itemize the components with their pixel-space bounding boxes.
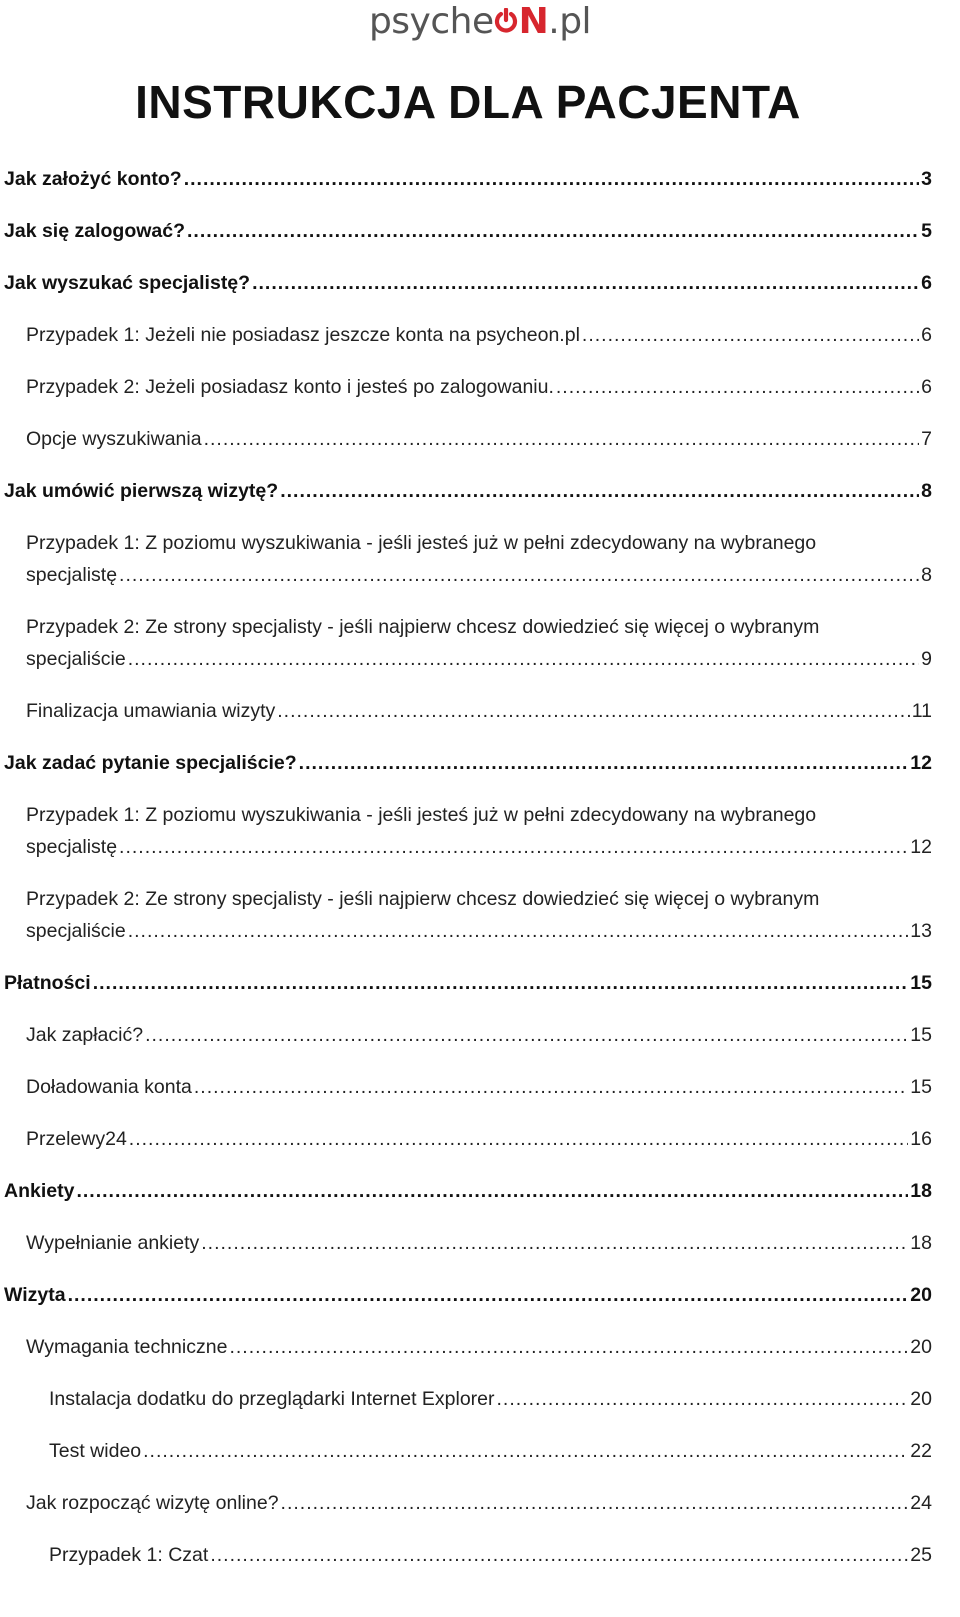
toc-entry-label: Przypadek 1: Czat	[49, 1544, 209, 1566]
toc-entry-label-line1: Przypadek 2: Ze strony specjalisty - jeśli najpierw chcesz dowiedzieć się więcej o wybranym	[26, 888, 820, 910]
toc-entry-page-number: 8	[921, 480, 932, 502]
toc-entry-page-number: 6	[921, 272, 932, 294]
toc-entry[interactable]	[26, 883, 932, 947]
toc-entry[interactable]	[26, 611, 932, 675]
toc-entry-label: Jak się zalogować?	[4, 220, 185, 242]
toc-dot-leader	[187, 215, 919, 247]
toc-entry[interactable]	[4, 163, 932, 195]
toc-entry-page-number: 22	[910, 1440, 932, 1462]
toc-entry-label-line1: Przypadek 1: Z poziomu wyszukiwania - jeśli jesteś już w pełni zdecydowany na wybranego	[26, 804, 817, 826]
toc-entry-label: Wizyta	[4, 1284, 66, 1306]
toc-entry-label: Ankiety	[4, 1180, 75, 1202]
toc-entry-label: Doładowania konta	[26, 1076, 192, 1098]
toc-entry[interactable]	[4, 747, 932, 779]
toc-entry-label: Wymagania techniczne	[26, 1336, 228, 1358]
toc-entry-page-number: 20	[910, 1336, 932, 1358]
toc-entry[interactable]	[26, 799, 932, 863]
toc-entry-page-number: 7	[921, 428, 932, 450]
toc-entry-page-number: 18	[910, 1232, 932, 1254]
toc-entry[interactable]	[49, 1435, 932, 1467]
toc-entry-label: Jak założyć konto?	[4, 168, 182, 190]
toc-entry-page-number: 18	[910, 1180, 932, 1202]
toc-entry[interactable]	[26, 527, 932, 591]
toc-entry-label: Jak umówić pierwszą wizytę?	[4, 480, 279, 502]
toc-entry-label: Jak zapłacić?	[26, 1024, 144, 1046]
toc-dot-leader	[497, 1383, 909, 1415]
toc-entry[interactable]	[4, 215, 932, 247]
toc-dot-leader	[143, 1435, 908, 1467]
toc-entry[interactable]	[26, 695, 932, 727]
toc-entry-label: Jak rozpocząć wizytę online?	[26, 1492, 279, 1514]
toc-dot-leader	[145, 1019, 908, 1051]
logo-text-on	[494, 1, 549, 42]
toc-dot-leader	[68, 1279, 909, 1311]
logo-text-pl: .pl	[548, 1, 592, 42]
toc-dot-leader	[299, 747, 909, 779]
toc-entry[interactable]	[26, 1019, 932, 1051]
power-icon	[494, 1, 518, 27]
toc-entry-page-number: 13	[910, 920, 932, 942]
toc-entry[interactable]	[26, 371, 932, 403]
toc-dot-leader	[119, 831, 908, 863]
toc-entry[interactable]	[4, 1175, 932, 1207]
toc-dot-leader	[277, 695, 909, 727]
toc-entry[interactable]	[26, 319, 932, 351]
toc-entry-label: Przypadek 1: Jeżeli nie posiadasz jeszcze konta na psycheon.pl	[26, 324, 580, 346]
toc-entry-label: Jak zadać pytanie specjaliście?	[4, 752, 297, 774]
toc-dot-leader	[119, 559, 919, 591]
toc-dot-leader	[76, 1175, 908, 1207]
toc-entry[interactable]	[4, 475, 932, 507]
toc-entry[interactable]	[4, 1279, 932, 1311]
toc-dot-leader	[128, 915, 909, 947]
toc-entry-page-number: 15	[910, 1076, 932, 1098]
toc-entry-label: Wypełnianie ankiety	[26, 1232, 200, 1254]
toc-dot-leader	[556, 371, 919, 403]
toc-entry-label-line1: Przypadek 1: Z poziomu wyszukiwania - jeśli jesteś już w pełni zdecydowany na wybranego	[26, 532, 817, 554]
toc-entry-page-number: 25	[910, 1544, 932, 1566]
toc-entry-page-number: 11	[911, 700, 932, 722]
toc-entry-label: Instalacja dodatku do przeglądarki Internet Explorer	[49, 1388, 495, 1410]
toc-entry-page-number: 9	[921, 648, 932, 670]
toc-entry[interactable]	[26, 1331, 932, 1363]
toc-entry-page-number: 15	[910, 1024, 932, 1046]
toc-dot-leader	[204, 423, 920, 455]
toc-entry-page-number: 3	[921, 168, 932, 190]
toc-entry-page-number: 16	[910, 1128, 932, 1150]
toc-entry[interactable]	[26, 1227, 932, 1259]
toc-dot-leader	[128, 643, 919, 675]
toc-entry[interactable]	[49, 1539, 932, 1571]
toc-entry[interactable]	[26, 1071, 932, 1103]
logo-text-n: N	[518, 1, 549, 42]
toc-entry-page-number: 12	[910, 752, 932, 774]
toc-dot-leader	[93, 967, 909, 999]
toc-entry[interactable]	[4, 967, 932, 999]
toc-entry-page-number: 12	[910, 836, 932, 858]
toc-dot-leader	[210, 1539, 908, 1571]
toc-entry[interactable]	[26, 1487, 932, 1519]
toc-entry-page-number: 24	[910, 1492, 932, 1514]
toc-entry-label: Finalizacja umawiania wizyty	[26, 700, 276, 722]
toc-entry-label: Płatności	[4, 972, 91, 994]
toc-entry-label: Jak wyszukać specjalistę?	[4, 272, 251, 294]
toc-entry[interactable]	[4, 267, 932, 299]
toc-entry-label: Test wideo	[49, 1440, 142, 1462]
toc-entry[interactable]	[26, 1123, 932, 1155]
logo-text-psyche: psyche	[368, 1, 494, 42]
toc-entry-page-number: 15	[910, 972, 932, 994]
toc-entry-label: specjalistę	[26, 836, 118, 858]
toc-dot-leader	[582, 319, 919, 351]
toc-entry-label: Przelewy24	[26, 1128, 127, 1150]
toc-dot-leader	[229, 1331, 908, 1363]
document-title: INSTRUKCJA DLA PACJENTA	[135, 76, 801, 128]
toc-entry-page-number: 5	[921, 220, 932, 242]
toc-dot-leader	[281, 1487, 909, 1519]
toc-dot-leader	[184, 163, 919, 195]
psycheon-logo	[0, 0, 960, 50]
toc-entry-label: specjaliście	[26, 920, 126, 942]
toc-entry-label: Opcje wyszukiwania	[26, 428, 202, 450]
toc-entry[interactable]	[26, 423, 932, 455]
toc-entry-page-number: 20	[910, 1284, 932, 1306]
toc-dot-leader	[201, 1227, 908, 1259]
toc-entry-page-number: 20	[910, 1388, 932, 1410]
toc-entry-label: specjaliście	[26, 648, 126, 670]
toc-dot-leader	[129, 1123, 909, 1155]
toc-dot-leader	[252, 267, 919, 299]
toc-entry-page-number: 6	[921, 376, 932, 398]
toc-entry-page-number: 6	[921, 324, 932, 346]
toc-entry-page-number: 8	[921, 564, 932, 586]
toc-dot-leader	[194, 1071, 908, 1103]
toc-entry[interactable]	[49, 1383, 932, 1415]
toc-entry-label: specjalistę	[26, 564, 118, 586]
toc-dot-leader	[280, 475, 919, 507]
toc-entry-label-line1: Przypadek 2: Ze strony specjalisty - jeśli najpierw chcesz dowiedzieć się więcej o wybranym	[26, 616, 820, 638]
toc-entry-label: Przypadek 2: Jeżeli posiadasz konto i jesteś po zalogowaniu.	[26, 376, 554, 398]
